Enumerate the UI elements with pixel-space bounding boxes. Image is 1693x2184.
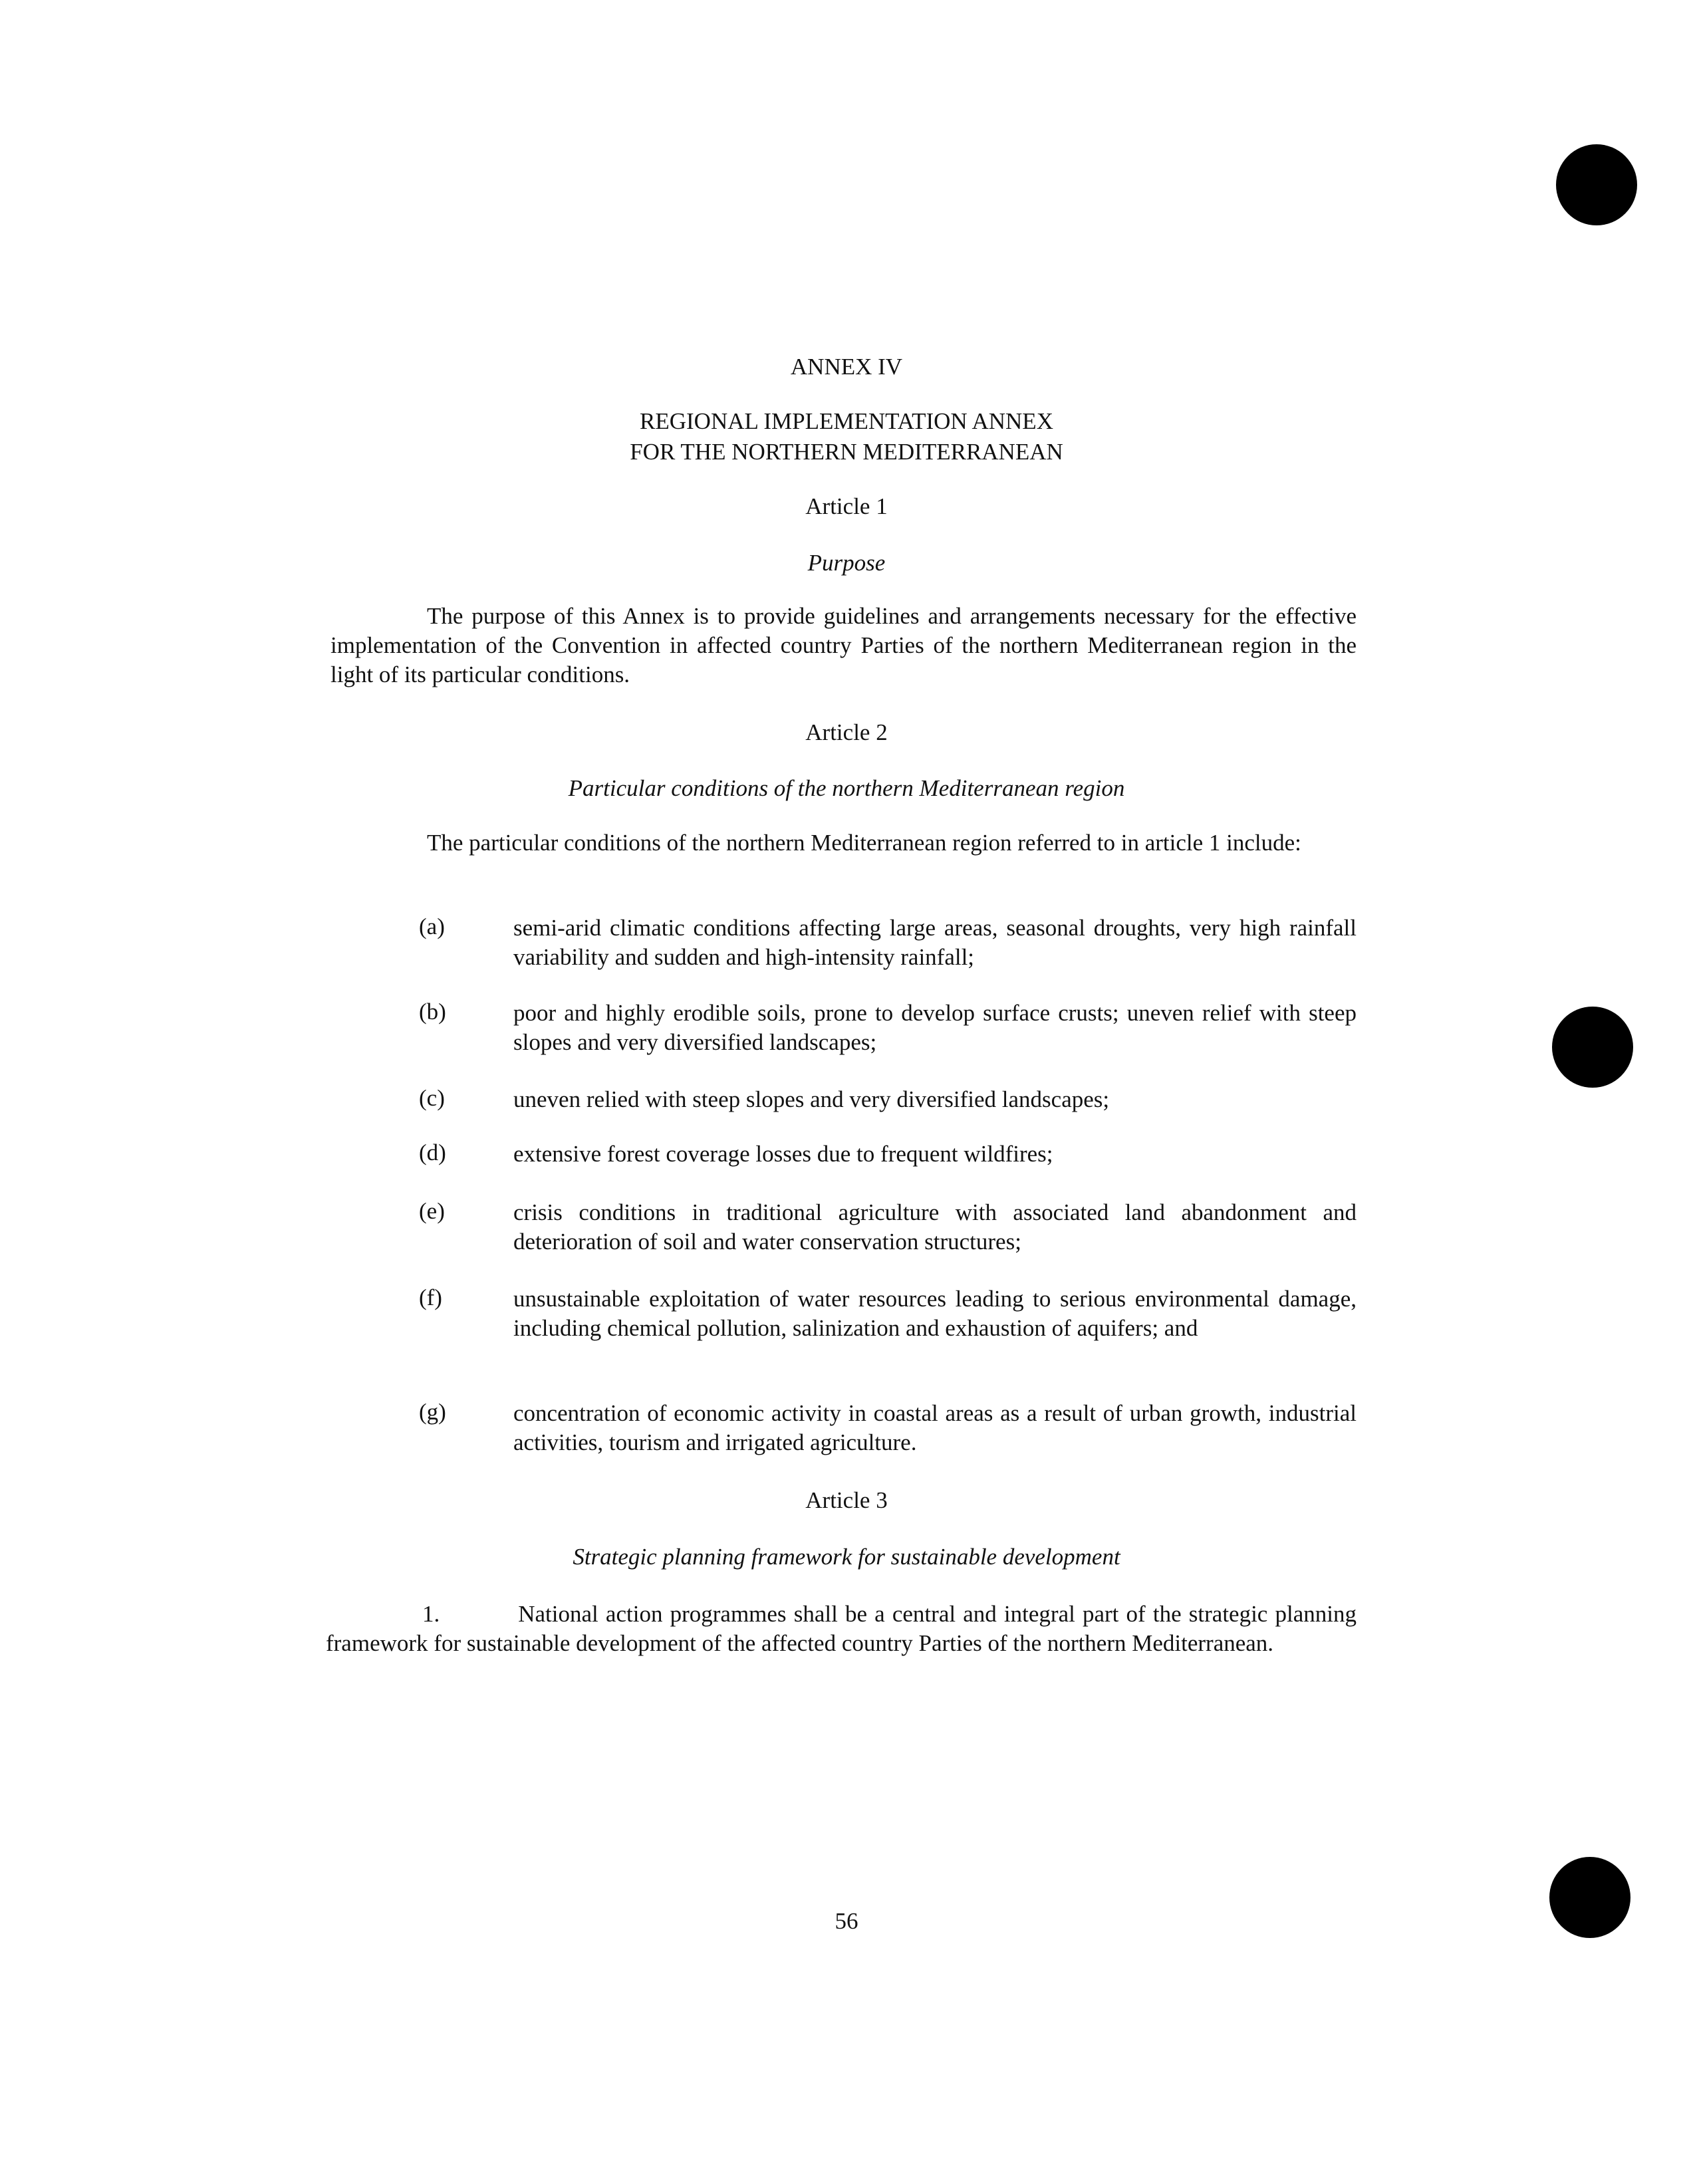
article-2-intro: The particular conditions of the northern Mediterranean region referred to in article 1 include: (427, 830, 1301, 856)
list-item-label-g: (g) (419, 1399, 446, 1425)
annex-subtitle-line-2: FOR THE NORTHERN MEDITERRANEAN (630, 439, 1063, 465)
annex-subtitle-line-1: REGIONAL IMPLEMENTATION ANNEX (640, 408, 1053, 434)
article-3-paragraph-1 (326, 1600, 1357, 1658)
page-number: 56 (835, 1908, 858, 1934)
article-2-heading: Article 2 (805, 719, 888, 745)
list-item-text-f: unsustainable exploitation of water resources leading to serious environmental damage, including chemical pollution, salinization and exhaustion of aquifers; and (513, 1286, 1357, 1341)
list-item-label-b: (b) (419, 999, 446, 1025)
list-item-text-c: uneven relied with steep slopes and very diversified landscapes; (513, 1086, 1110, 1112)
list-item-text-e: crisis conditions in traditional agriculture with associated land abandonment and deterioration of soil and water conservation structures; (513, 1199, 1357, 1255)
article-3-title: Strategic planning framework for sustainable development (573, 1544, 1120, 1570)
list-item-text-g: concentration of economic activity in coastal areas as a result of urban growth, industrial activities, tourism and irrigated agriculture. (513, 1400, 1357, 1455)
article-3-paragraph-text: National action programmes shall be a central and integral part of the strategic planning framework for sustainable development of the affected country Parties of the northern Mediterranean. (326, 1601, 1357, 1656)
annex-title: ANNEX IV (790, 354, 903, 380)
list-item-text-d: extensive forest coverage losses due to frequent wildfires; (513, 1141, 1053, 1167)
punch-hole-middle (1552, 1007, 1633, 1088)
list-item-text-a: semi-arid climatic conditions affecting large areas, seasonal droughts, very high rainfall variability and sudden and high-intensity rainfall; (513, 915, 1357, 970)
list-item-label-d: (d) (419, 1140, 446, 1165)
punch-hole-top (1556, 144, 1637, 225)
article-1-heading: Article 1 (805, 493, 888, 519)
article-3-heading: Article 3 (805, 1487, 888, 1513)
list-item-label-a: (a) (419, 913, 445, 939)
list-item-label-f: (f) (419, 1284, 442, 1310)
list-item-label-c: (c) (419, 1085, 445, 1111)
article-2-title: Particular conditions of the northern Mediterranean region (568, 775, 1125, 801)
article-3-paragraph-number: 1. (422, 1601, 440, 1627)
article-1-paragraph: The purpose of this Annex is to provide guidelines and arrangements necessary for the effective implementation of the Convention in affected country Parties of the northern Mediterranean region in the light of its particular conditions. (330, 603, 1357, 687)
list-item-label-e: (e) (419, 1198, 445, 1224)
list-item-text-b: poor and highly erodible soils, prone to develop surface crusts; uneven relief with steep slopes and very diversified landscapes; (513, 1000, 1357, 1055)
article-1-title: Purpose (807, 550, 886, 576)
